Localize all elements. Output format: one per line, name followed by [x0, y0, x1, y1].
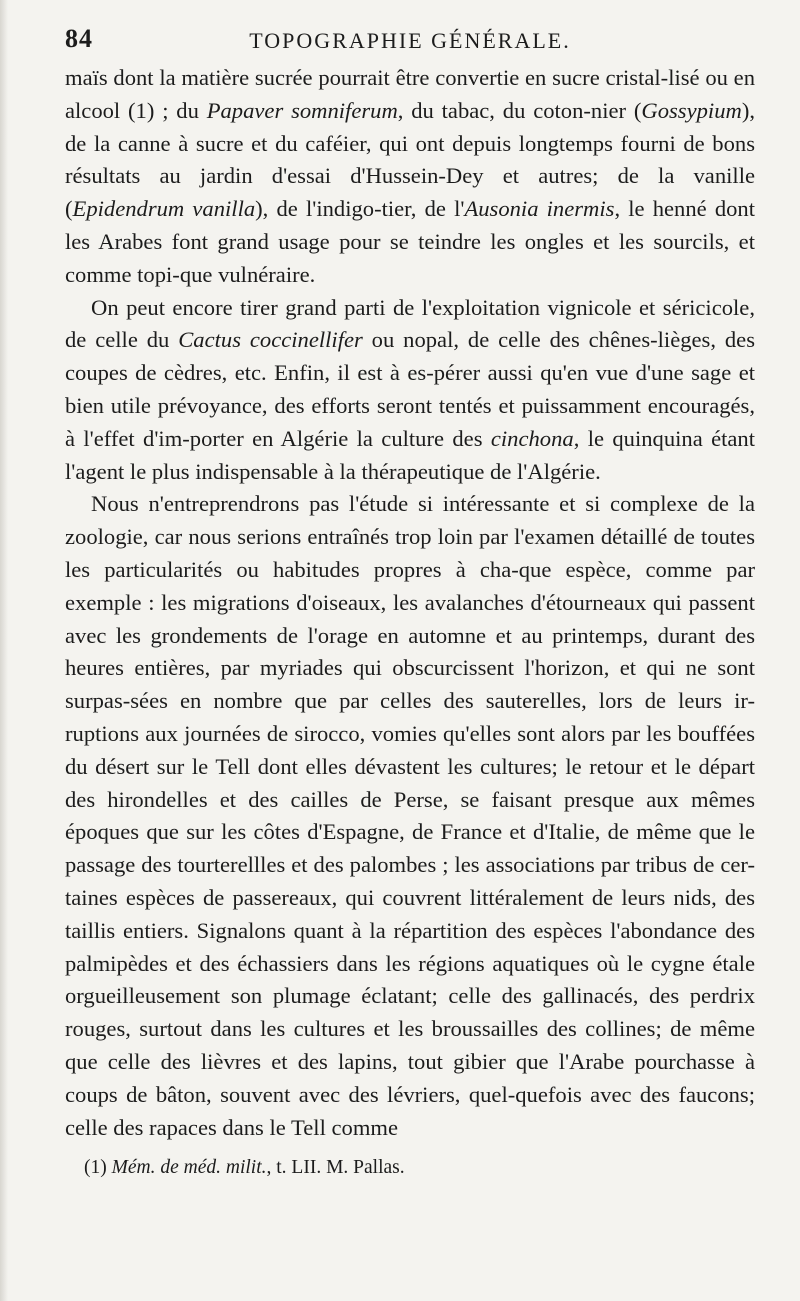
footnote: [84, 1155, 754, 1181]
italic-term: Cactus coccinellifer: [178, 327, 363, 353]
text-run: ou nopal, de celle des chênes-lièges, des coupes de cèdres, etc. Enfin, il est à es-pérer aussi qu'en vue d'une sage et bien utile prévoyance, des efforts seront tentés et puissamment encouragés, à l'effet d'im-porter en Algérie la culture des: [65, 327, 755, 451]
footnote-reference-details: , t. LII. M. Pallas.: [266, 1157, 405, 1178]
page-gutter-shadow: [0, 0, 8, 1301]
footnote-reference-title: Mém. de méd. milit.: [111, 1157, 267, 1178]
text-run: On peut encore tirer grand parti de l'exploitation vignicole et séricicole, de celle du: [65, 294, 755, 353]
text-run: Nous n'entreprendrons pas l'étude si intéressante et si complexe de la zoologie, car nous serions entraînés trop loin par l'examen détaillé de toutes les particularités ou habitudes propres à cha-que espèce, comme par exemple : les migrations d'oiseaux, les avalanches d'étourneaux qui passent avec les grondements de l'orage en automne et au printemps, durant des heures entières, par myriades qui obscurcissent l'horizon, et qui ne sont surpas-sées en nombre que par celles des sauterelles, lors de leurs ir-ruptions aux journées de sirocco, vomies qu'elles sont alors par les bouffées du désert sur le Tell dont elles dévastent les cultures; le retour et le départ des hirondelles et des cailles de Perse, se faisant presque aux mêmes époques que sur les côtes d'Espagne, de France et d'Italie, de même que le passage des tourterellles et des palombes ; les associations par tribus de cer-taines espèces de passereaux, qui couvrent littéralement de leurs nids, des taillis entiers. Signalons quant à la répartition des espèces l'abondance des palmipèdes et des échassiers dans les régions aquatiques où le cygne étale orgueilleusement son plumage éclatant; celle des gallinacés, des perdrix rouges, surtout dans les cultures et les broussailles des collines; de même que celle des lièvres et des lapins, tout gibier que l'Arabe pourchasse à coups de bâton, souvent avec des lévriers, quel-quefois avec des faucons; celle des rapaces dans le Tell comme: [65, 491, 755, 1140]
paragraph: [65, 292, 755, 489]
italic-term: Papaver somniferum: [206, 97, 398, 123]
running-title: TOPOGRAPHIE GÉNÉRALE.: [249, 28, 571, 53]
text-run: , le quinquina étant l'agent le plus indispensable à la thérapeutique de l'Algérie.: [65, 425, 755, 484]
text-run: ), de la canne à sucre et du caféier, qui ont depuis longtemps fourni de bons résultats au jardin d'essai d'Hussein-Dey et autres; de la vanille (: [65, 97, 755, 222]
text-run: , le henné dont les Arabes font grand usage pour se teindre les ongles et les sourcils, et comme topi-que vulnéraire.: [65, 196, 756, 287]
text-run: ), de l'indigo-tier, de l': [255, 196, 465, 222]
paragraph: [65, 62, 755, 292]
body-text: [65, 62, 755, 1144]
text-run: , du tabac, du coton-nier (: [397, 97, 642, 123]
footnote-marker: (1): [84, 1157, 107, 1178]
italic-term: Epidendrum vanilla: [72, 196, 256, 222]
page-header: [65, 18, 755, 62]
text-run: maïs dont la matière sucrée pourrait être convertie en sucre cristal-lisé ou en alcool (1) ; du: [65, 65, 755, 123]
paragraph: [65, 488, 755, 1144]
italic-term: cinchona: [490, 425, 574, 451]
page-number: 84: [65, 24, 93, 53]
italic-term: Gossypium: [641, 97, 742, 123]
italic-term: Ausonia inermis: [464, 196, 615, 222]
